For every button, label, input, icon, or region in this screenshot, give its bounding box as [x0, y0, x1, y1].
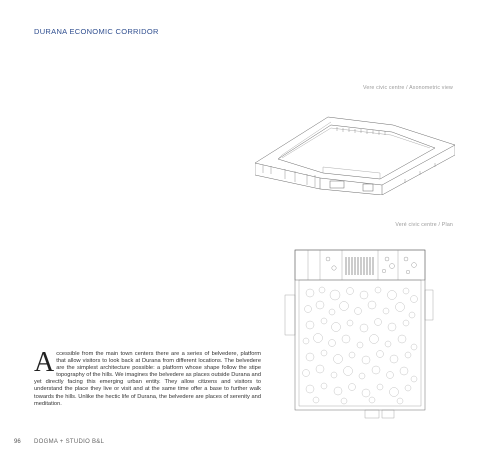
page-number: 96	[14, 439, 21, 445]
figure-caption-plan: Veré civic centre / Plan	[395, 222, 453, 228]
body-paragraph	[34, 347, 261, 408]
plan-drawing	[280, 235, 445, 420]
running-header: DURANA ECONOMIC CORRIDOR	[34, 27, 159, 36]
footer-brand: DOGMA + STUDIO B&L	[34, 439, 105, 445]
drop-cap: A	[34, 347, 55, 378]
body-text-content: ccessible from the main town centers there are a series of belvedere, platform that allow visitors to look back at Durana from different locations. The belvedere are the simplest architecture possible: a platform whose shape follow the stipe topography of the hills. We imagines the belvedere as places outside Durana and yet directly facing this emerging urban entity. They allow citizens and visitors to understand the place they live or visit and at the same time offer a base to further walk towards the hills. Unlike the hectic life of Durana, the belvedere are places of serenity and meditation.	[34, 351, 261, 407]
axonometric-drawing	[255, 95, 455, 195]
figure-caption-axonometric: Vere civic centre / Axonometric view	[363, 85, 453, 91]
